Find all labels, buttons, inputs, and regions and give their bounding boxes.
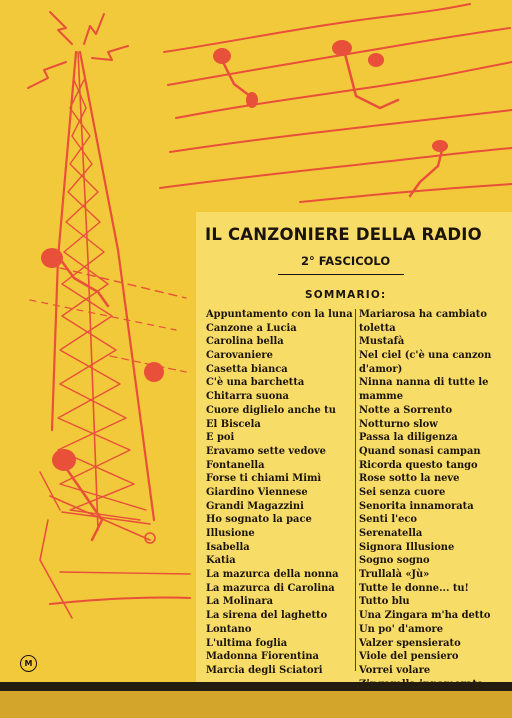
signal-line — [30, 300, 176, 330]
song-title: Chitarra suona — [206, 391, 289, 403]
song-title: Mustafà — [359, 336, 405, 348]
song-title: La sirena del laghetto — [206, 610, 328, 622]
song-title: Quand sonasi campan — [359, 445, 481, 457]
antenna-spark — [28, 62, 66, 88]
tower-leg — [52, 52, 76, 430]
summary-heading: SOMMARIO: — [305, 289, 387, 301]
song-title: Appuntamento con la luna — [206, 309, 353, 320]
staff-line — [300, 184, 512, 202]
song-title: Mariarosa ha cambiato — [359, 309, 487, 320]
song-title: Canzone a Lucia — [206, 322, 297, 334]
magazine-title: IL CANZONIERE DELLA RADIO — [205, 225, 482, 244]
song-title: Ho sognato la pace — [206, 514, 312, 526]
song-title: Katia — [206, 555, 236, 567]
song-title: Nel ciel (c'è una canzon — [359, 350, 492, 362]
song-title: Rose sotto la neve — [359, 473, 460, 485]
song-title: L'ultima foglia — [206, 637, 288, 649]
song-title: Valzer spensierato — [359, 637, 461, 649]
song-title: Tutto blu — [359, 596, 410, 608]
song-title: Sei senza cuore — [359, 486, 446, 498]
song-title: Signora Illusione — [359, 541, 455, 553]
song-list-right — [359, 308, 505, 691]
song-title: Carolina bella — [206, 336, 284, 348]
song-title: Senorita innamorata — [359, 500, 474, 512]
song-title: El Biscela — [206, 418, 261, 430]
song-title: Ninna nanna di tutte le — [359, 377, 489, 389]
issue-label: 2° FASCICOLO — [301, 254, 391, 268]
song-title: La mazurca della nonna — [206, 569, 339, 581]
song-title: Senti l'eco — [359, 514, 418, 526]
note-head — [368, 53, 384, 67]
song-title: Cuore diglielo anche tu — [206, 404, 336, 416]
song-title: La mazurca di Carolina — [206, 582, 335, 594]
song-title: Vorrei volare — [359, 664, 431, 676]
song-title: C'è una barchetta — [206, 377, 305, 389]
note-head — [246, 92, 258, 108]
ground-line — [60, 572, 190, 574]
song-title: Grandi Magazzini — [206, 500, 304, 512]
song-title: Notte a Sorrento — [359, 404, 453, 416]
song-title: Viole del pensiero — [359, 651, 459, 663]
song-title: La Molinara — [206, 596, 273, 608]
song-title: d'amor) — [359, 363, 403, 375]
bottom-edge — [0, 691, 512, 718]
song-title: Una Zingara m'ha detto — [359, 610, 491, 622]
song-title: Eravamo sette vedove — [206, 445, 326, 457]
song-title: Fontanella — [206, 459, 265, 471]
tower-leg — [80, 52, 154, 520]
antenna-spark — [50, 12, 72, 44]
note-head — [52, 449, 76, 471]
column-divider — [355, 309, 356, 671]
song-title: toletta — [359, 322, 396, 334]
song-title: Passa la diligenza — [359, 432, 458, 444]
song-title: Illusione — [206, 528, 255, 539]
song-title: Lontano — [206, 623, 252, 635]
note-head — [144, 362, 164, 382]
bottom-border — [0, 682, 512, 691]
song-title: Ricorda questo tango — [359, 459, 478, 471]
note-head — [332, 40, 352, 56]
song-title: Sogno sogno — [359, 555, 430, 567]
note-head — [432, 140, 448, 152]
song-title: Giardino Viennese — [206, 486, 308, 498]
song-list-left — [206, 308, 354, 678]
publisher-mark: M — [20, 655, 37, 672]
song-title: Casetta bianca — [206, 363, 288, 375]
signal-line — [40, 472, 60, 510]
ground-line — [50, 597, 190, 604]
staff-line — [170, 110, 512, 152]
note-head — [213, 48, 231, 64]
antenna-spark — [92, 46, 128, 60]
note-stem — [222, 60, 250, 96]
song-title: Forse ti chiami Mimì — [206, 473, 322, 485]
tower-bracing — [58, 80, 146, 510]
song-title: Trullalà «Jù» — [359, 569, 430, 581]
staff-line — [164, 4, 470, 52]
song-title: E poi — [206, 432, 235, 444]
issue-underline — [278, 274, 404, 275]
song-title: Un po' d'amore — [359, 623, 444, 635]
song-title: mamme — [359, 391, 404, 403]
song-title: Marcia degli Sciatori — [206, 664, 323, 676]
antenna-spark — [84, 14, 104, 44]
song-title: Tutte le donne... tu! — [359, 582, 469, 594]
song-title: Serenatella — [359, 528, 423, 539]
song-title: Isabella — [206, 541, 250, 553]
song-title: Madonna Fiorentina — [206, 651, 319, 663]
song-title: Carovaniere — [206, 350, 273, 362]
song-title: Notturno slow — [359, 418, 438, 430]
staff-line — [160, 148, 512, 188]
note-head — [41, 248, 63, 268]
